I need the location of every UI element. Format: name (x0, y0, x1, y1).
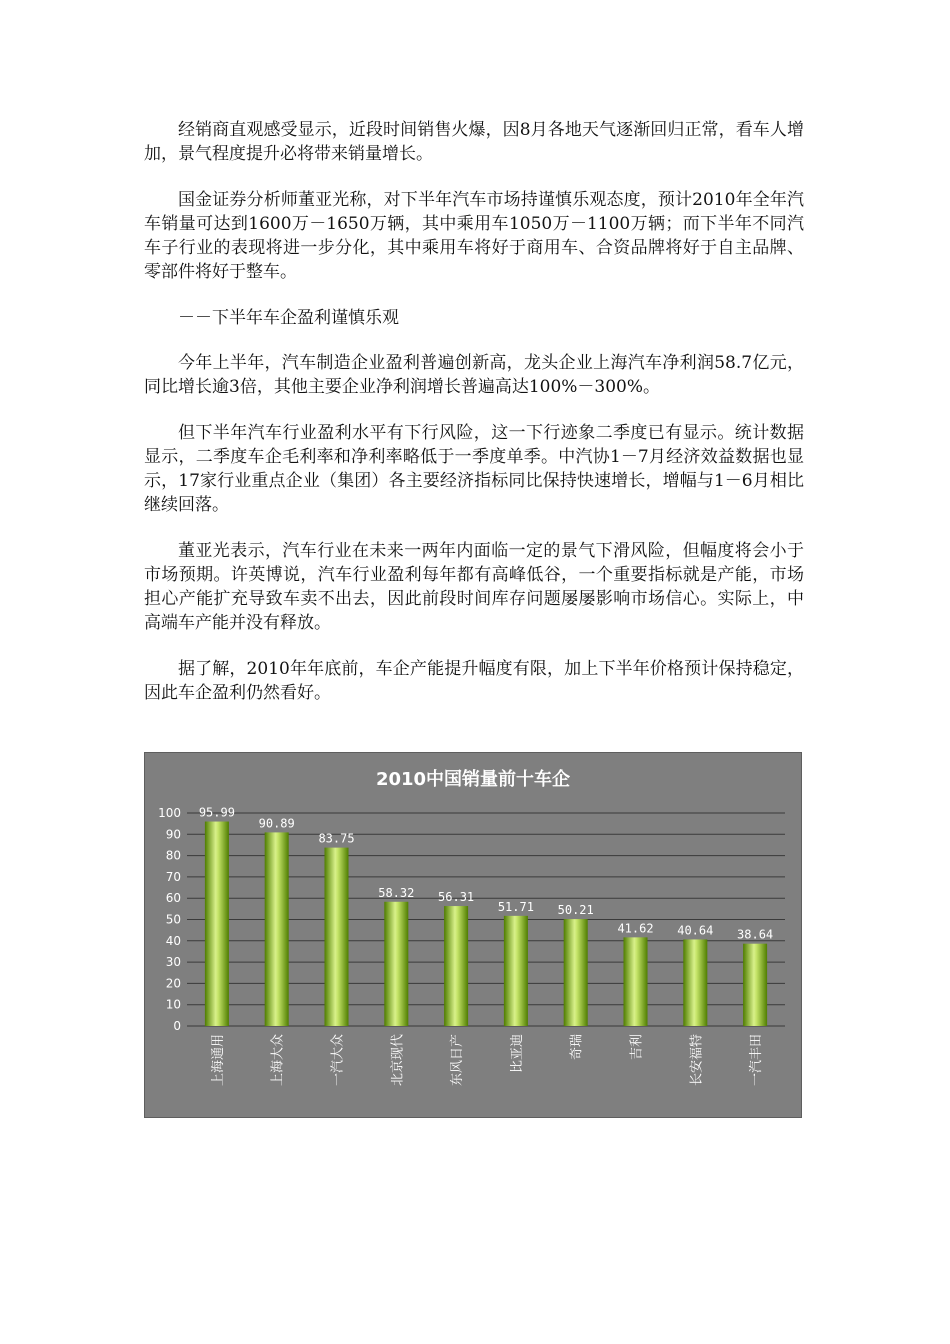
value-label: 50.21 (557, 903, 594, 918)
y-tick-label: 30 (165, 955, 181, 970)
bar (205, 822, 229, 1026)
bar (265, 832, 289, 1026)
value-label: 41.62 (617, 921, 654, 936)
y-tick-label: 10 (165, 997, 181, 1012)
category-label: 长安福特 (689, 1034, 705, 1087)
category-label: 奇瑞 (569, 1034, 585, 1061)
value-label: 90.89 (258, 816, 295, 831)
bar (564, 919, 588, 1026)
chart-canvas (145, 753, 801, 1117)
chart-title: 2010中国销量前十车企 (375, 769, 571, 790)
paragraph-downside-risk: 但下半年汽车行业盈利水平有下行风险，这一下行迹象二季度已有显示。统计数据显示，二季度车企毛利率和净利率略低于一季度单季。中汽协1－7月经济效益数据也显示，17家行业重点企业（集团）各主要经济指标同比保持快速增长，增幅与1－6月相比继续回落。 (144, 423, 804, 515)
value-label: 56.31 (438, 890, 475, 905)
y-tick-label: 60 (165, 891, 181, 906)
bar (444, 906, 468, 1026)
y-tick-label: 90 (165, 827, 181, 842)
category-label: 东风日产 (450, 1034, 466, 1087)
paragraph-first-half-profit: 今年上半年，汽车制造企业盈利普遍创新高，龙头企业上海汽车净利润58.7亿元，同比增长逾3倍，其他主要企业净利润增长普遍高达100%－300%。 (144, 353, 804, 397)
y-tick-label: 80 (165, 848, 181, 863)
y-axis-ticks (158, 806, 181, 1033)
section-heading: －－下半年车企盈利谨慎乐观 (178, 308, 399, 328)
y-tick-label: 50 (165, 912, 181, 927)
value-label: 38.64 (737, 927, 774, 942)
category-label: 北京现代 (390, 1034, 406, 1087)
paragraph-industry-outlook: 董亚光表示，汽车行业在未来一两年内面临一定的景气下滑风险，但幅度将会小于市场预期。许英博说，汽车行业盈利每年都有高峰低谷，一个重要指标就是产能，市场担心产能扩充导致车卖不出去，因此前段时间库存问题屡屡影响市场信心。实际上，中高端车产能并没有释放。 (144, 541, 804, 633)
sales-bar-chart (144, 752, 802, 1118)
y-tick-label: 40 (165, 933, 181, 948)
y-tick-label: 70 (165, 869, 181, 884)
value-label: 51.71 (497, 899, 534, 914)
bar (743, 944, 767, 1026)
y-tick-label: 0 (173, 1019, 181, 1033)
article-body (144, 118, 804, 727)
y-tick-label: 20 (165, 976, 181, 991)
category-label: 一汽丰田 (749, 1034, 765, 1087)
paragraph-analyst-forecast: 国金证券分析师董亚光称，对下半年汽车市场持谨慎乐观态度，预计2010年全年汽车销量可达到1600万－1650万辆，其中乘用车1050万－1100万辆；而下半年不同汽车子行业的表现将进一步分化，其中乘用车将好于商用车、合资品牌将好于自主品牌、零部件将好于整车。 (144, 190, 804, 282)
paragraph-dealer-sales: 经销商直观感受显示，近段时间销售火爆，因8月各地天气逐渐回归正常，看车人增加，景气程度提升必将带来销量增长。 (144, 120, 804, 164)
value-label: 58.32 (378, 885, 415, 900)
y-tick-label: 100 (158, 806, 181, 820)
bar (683, 939, 707, 1026)
value-label: 40.64 (677, 923, 714, 938)
category-label: 一汽大众 (330, 1034, 346, 1087)
bar (504, 916, 528, 1026)
category-label: 上海通用 (210, 1034, 226, 1087)
category-label: 上海大众 (270, 1034, 286, 1087)
category-label: 吉利 (629, 1034, 645, 1061)
paragraph-capacity: 据了解，2010年年底前，车企产能提升幅度有限，加上下半年价格预计保持稳定，因此车企盈利仍然看好。 (144, 659, 804, 703)
value-label: 95.99 (198, 805, 235, 820)
value-label: 83.75 (318, 831, 355, 846)
category-label: 比亚迪 (509, 1034, 525, 1074)
bar (325, 848, 349, 1026)
bar (384, 902, 408, 1026)
bar (624, 937, 648, 1026)
category-labels (211, 1034, 764, 1086)
